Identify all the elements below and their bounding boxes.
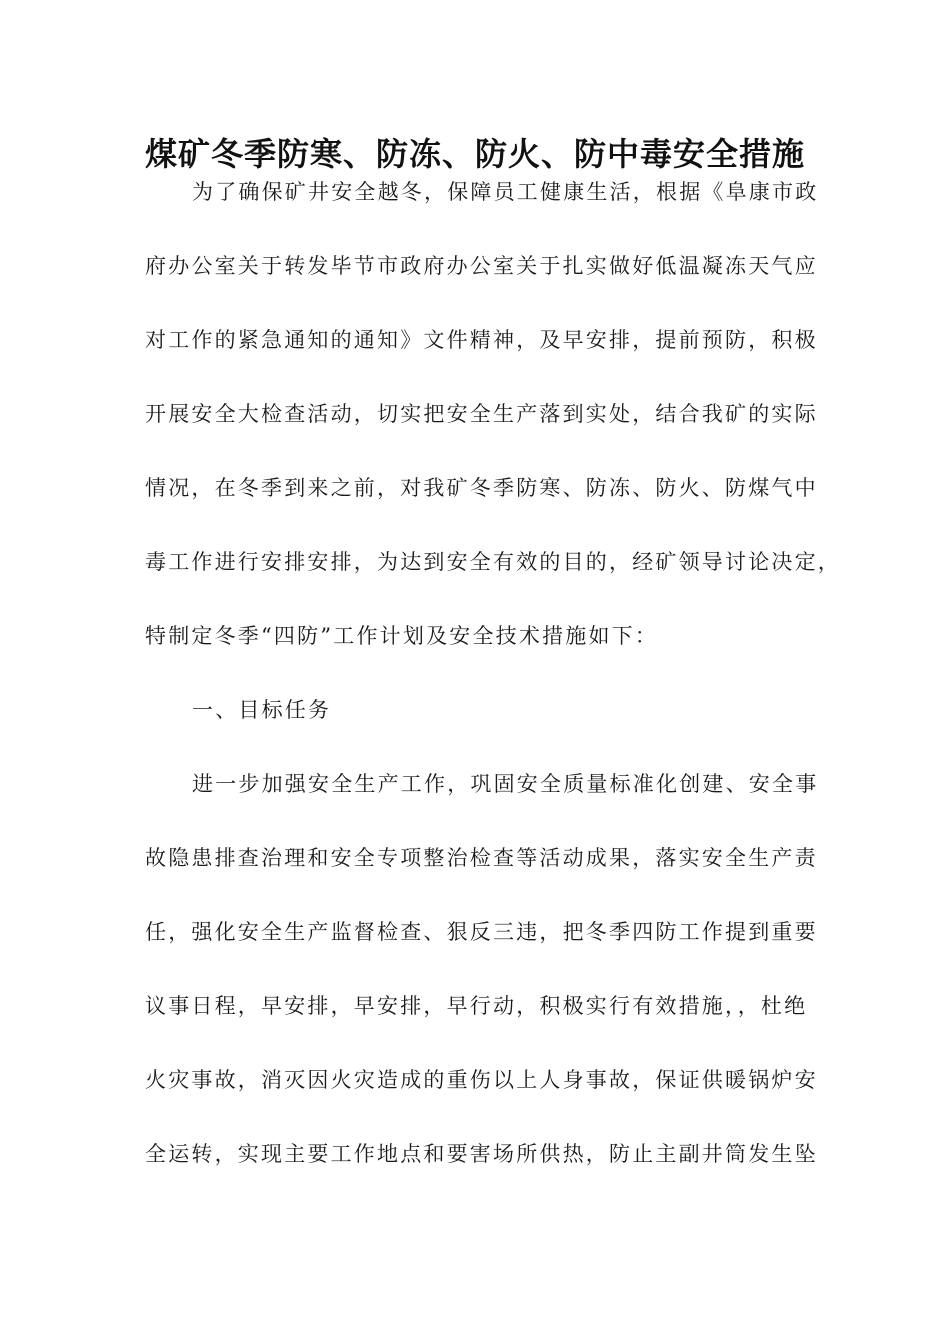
paragraph-line: 议事日程，早安排，早安排，早行动，积极实行有效措施，，杜绝 — [145, 994, 808, 1018]
paragraph-line: 特制定冬季“四防”工作计划及安全技术措施如下： — [145, 624, 659, 648]
paragraph-line: 对工作的紧急通知的通知》文件精神，及早安排，提前预防，积极 — [145, 328, 818, 352]
paragraph-line: 毒工作进行安排安排，为达到安全有效的目的，经矿领导讨论决定， — [145, 550, 841, 574]
section-heading: 一、目标任务 — [192, 698, 332, 722]
paragraph-line: 火灾事故，消灭因火灾造成的重伤以上人身事故，保证供暖锅炉安 — [145, 1068, 818, 1092]
paragraph-line: 情况，在冬季到来之前，对我矿冬季防寒、防冻、防火、防煤气中 — [145, 476, 818, 500]
paragraph-line: 进一步加强安全生产工作，巩固安全质量标准化创建、安全事 — [192, 772, 819, 796]
paragraph-line: 任，强化安全生产监督检查、狠反三违，把冬季四防工作提到重要 — [145, 920, 818, 944]
paragraph-line: 府办公室关于转发毕节市政府办公室关于扎实做好低温凝冻天气应 — [145, 254, 818, 278]
document-title: 煤矿冬季防寒、防冻、防火、防中毒安全措施 — [144, 135, 805, 173]
paragraph-line: 全运转，实现主要工作地点和要害场所供热，防止主副井筒发生坠 — [145, 1142, 818, 1166]
paragraph-line: 为了确保矿井安全越冬，保障员工健康生活，根据《阜康市政 — [192, 180, 819, 204]
paragraph-line: 故隐患排查治理和安全专项整治检查等活动成果，落实安全生产责 — [145, 846, 818, 870]
paragraph-line: 开展安全大检查活动，切实把安全生产落到实处，结合我矿的实际 — [145, 402, 818, 426]
